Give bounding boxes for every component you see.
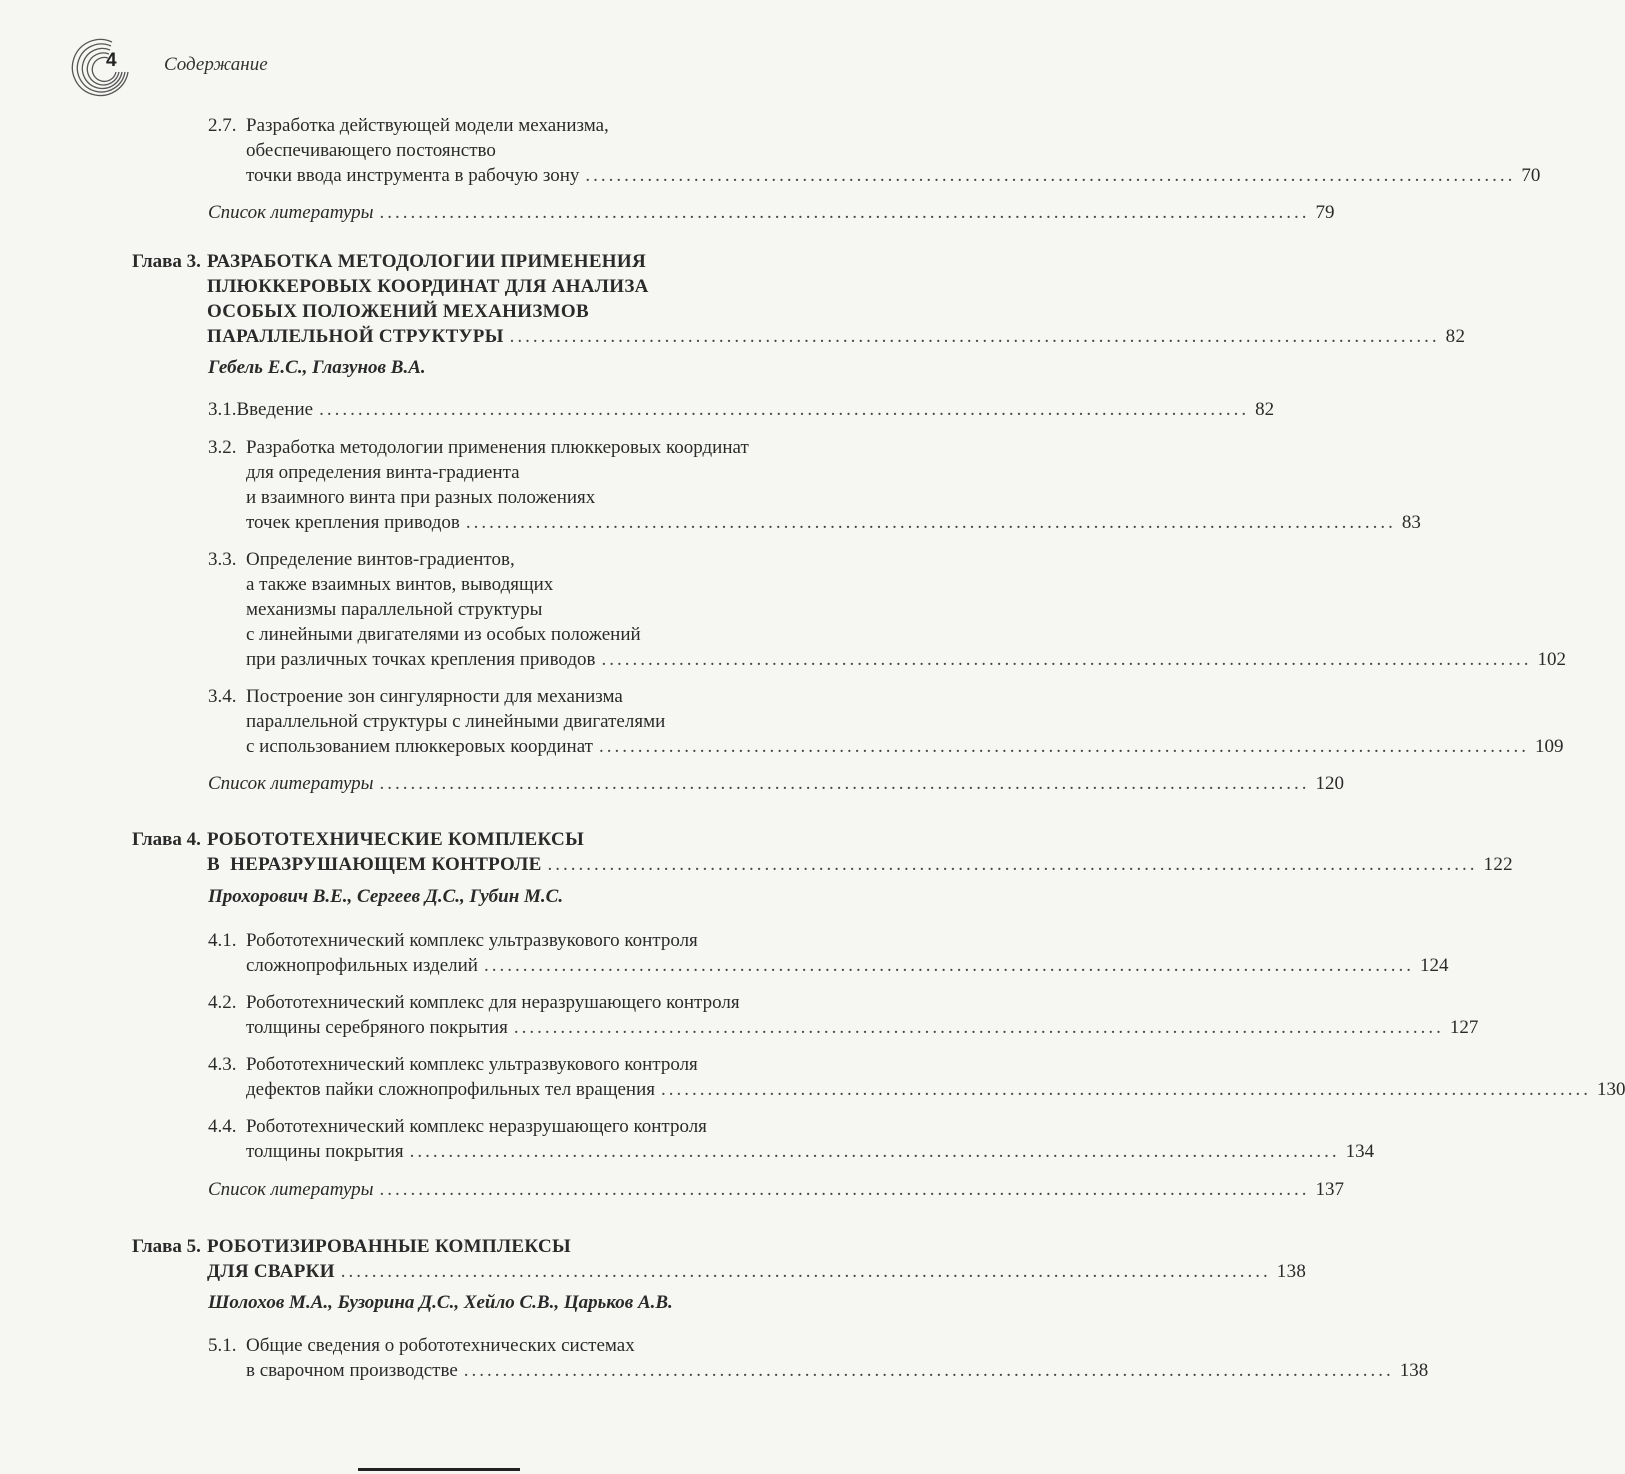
section-title-line: сложнопрофильных изделий — [246, 955, 478, 976]
toc-section-4-1 — [208, 928, 1449, 978]
dot-leader: ........................................................................................................................ — [340, 1261, 1271, 1282]
page-ref: 138 — [1399, 1360, 1429, 1381]
page-ref: 70 — [1521, 165, 1541, 186]
toc-section-2-7 — [208, 113, 1541, 188]
chapter-title-line: ОСОБЫХ ПОЛОЖЕНИЙ МЕХАНИЗМОВ — [207, 301, 589, 322]
running-head: Содержание — [164, 54, 268, 75]
dot-leader: ........................................................................................................................ — [483, 955, 1414, 976]
page-ref: 79 — [1315, 202, 1335, 223]
page-number: 4 — [106, 50, 117, 71]
dot-leader: ........................................................................................................................ — [660, 1079, 1591, 1100]
dot-leader: ........................................................................................................................ — [409, 1141, 1340, 1162]
dot-leader: ........................................................................................................................ — [509, 326, 1440, 347]
section-title-line: Разработка действующей модели механизма, — [246, 115, 609, 136]
section-number: 2.7. — [208, 115, 237, 136]
page-ref: 138 — [1276, 1261, 1307, 1282]
dot-leader: ........................................................................................................................ — [585, 165, 1516, 186]
page-ref: 102 — [1537, 649, 1566, 670]
toc-references-ch3 — [208, 771, 1345, 796]
section-title-line: для определения винта-градиента — [246, 462, 520, 483]
section-title-line: параллельной структуры с линейными двигателями — [246, 711, 666, 732]
section-title-line: Введение — [236, 399, 314, 420]
dot-leader: ........................................................................................................................ — [463, 1360, 1394, 1381]
section-title-line: в сварочном производстве — [246, 1360, 458, 1381]
chapter-5-authors: Шолохов М.А., Бузорина Д.С., Хейло С.В., Царьков А.В. — [208, 1292, 673, 1313]
section-title-line: а также взаимных винтов, выводящих — [246, 574, 554, 595]
dot-leader: ........................................................................................................................ — [319, 399, 1250, 420]
section-title-line: Определение винтов-градиентов, — [246, 549, 515, 570]
section-number: 3.2. — [208, 437, 237, 458]
section-title-line: и взаимного винта при разных положениях — [246, 487, 596, 508]
dot-leader: ........................................................................................................................ — [379, 202, 1310, 223]
dot-leader: ........................................................................................................................ — [379, 1179, 1310, 1200]
section-number: 3.1. — [208, 399, 237, 420]
chapter-title — [207, 827, 1513, 877]
section-title-line: толщины покрытия — [246, 1141, 404, 1162]
references-label: Список литературы — [208, 1179, 374, 1200]
section-title-line: Робототехнический комплекс неразрушающего контроля — [246, 1116, 707, 1137]
page-ref: 137 — [1315, 1179, 1345, 1200]
toc-section-3-4 — [208, 684, 1564, 759]
page-ref: 82 — [1255, 399, 1275, 420]
chapter-title-line: ДЛЯ СВАРКИ — [207, 1261, 335, 1282]
page-header — [68, 36, 468, 100]
dot-leader: ........................................................................................................................ — [547, 854, 1478, 875]
page-ref: 124 — [1419, 955, 1449, 976]
section-title-line: обеспечивающего постоянство — [246, 140, 496, 161]
chapter-label: Глава 5. — [132, 1236, 201, 1257]
page-ref: 127 — [1449, 1017, 1479, 1038]
dot-leader: ........................................................................................................................ — [601, 649, 1532, 670]
chapter-title-line: В НЕРАЗРУШАЮЩЕМ КОНТРОЛЕ — [207, 854, 542, 875]
references-label: Список литературы — [208, 202, 374, 223]
section-title-line: толщины серебряного покрытия — [246, 1017, 508, 1038]
toc-section-4-4 — [208, 1114, 1375, 1164]
section-number: 4.1. — [208, 930, 237, 951]
chapter-4-authors: Прохорович В.Е., Сергеев Д.С., Губин М.С. — [208, 886, 564, 907]
chapter-title — [207, 1234, 1307, 1284]
page-ref: 82 — [1445, 326, 1466, 347]
page-ref: 134 — [1345, 1141, 1375, 1162]
chapter-title-line: РАЗРАБОТКА МЕТОДОЛОГИИ ПРИМЕНЕНИЯ — [207, 251, 646, 272]
section-number: 4.2. — [208, 992, 237, 1013]
section-title-line: Построение зон сингулярности для механизма — [246, 686, 623, 707]
section-title-line: с использованием плюккеровых координат — [246, 736, 593, 757]
section-number: 5.1. — [208, 1335, 237, 1356]
dot-leader: ........................................................................................................................ — [465, 512, 1396, 533]
page-ref: 109 — [1534, 736, 1564, 757]
section-number: 4.4. — [208, 1116, 237, 1137]
toc-references-ch2 — [208, 200, 1335, 225]
page-ref: 83 — [1401, 512, 1421, 533]
chapter-title-line: ПАРАЛЛЕЛЬНОЙ СТРУКТУРЫ — [207, 326, 504, 347]
chapter-label: Глава 3. — [132, 251, 201, 272]
section-title-line: Разработка методологии применения плюккеровых координат — [246, 437, 749, 458]
section-number: 3.4. — [208, 686, 237, 707]
toc-section-3-3 — [208, 547, 1566, 672]
toc-section-3-1 — [208, 397, 1275, 422]
chapter-title-line: ПЛЮККЕРОВЫХ КООРДИНАТ ДЛЯ АНАЛИЗА — [207, 276, 649, 297]
chapter-label: Глава 4. — [132, 829, 201, 850]
toc-section-5-1 — [208, 1333, 1429, 1383]
toc-references-ch4 — [208, 1177, 1345, 1202]
section-title-line: Робототехнический комплекс ультразвукового контроля — [246, 930, 698, 951]
section-title-line: при различных точках крепления приводов — [246, 649, 596, 670]
chapter-title-line: РОБОТОТЕХНИЧЕСКИЕ КОМПЛЕКСЫ — [207, 829, 585, 850]
section-title-line: Робототехнический комплекс ультразвукового контроля — [246, 1054, 698, 1075]
chapter-title-line: РОБОТИЗИРОВАННЫЕ КОМПЛЕКСЫ — [207, 1236, 571, 1257]
section-number: 4.3. — [208, 1054, 237, 1075]
page-bottom-rule — [358, 1468, 520, 1471]
chapter-title — [207, 249, 1466, 349]
section-title-line: Робототехнический комплекс для неразрушающего контроля — [246, 992, 740, 1013]
toc-section-4-3 — [208, 1052, 1625, 1102]
section-number: 3.3. — [208, 549, 237, 570]
dot-leader: ........................................................................................................................ — [513, 1017, 1444, 1038]
section-title-line: точки ввода инструмента в рабочую зону — [246, 165, 580, 186]
spiral-logo-icon — [68, 36, 132, 100]
section-title-line: с линейными двигателями из особых положений — [246, 624, 641, 645]
toc-section-4-2 — [208, 990, 1479, 1040]
dot-leader: ........................................................................................................................ — [379, 773, 1310, 794]
dot-leader: ........................................................................................................................ — [598, 736, 1529, 757]
section-title-line: дефектов пайки сложнопрофильных тел вращения — [246, 1079, 655, 1100]
section-title-line: Общие сведения о робототехнических системах — [246, 1335, 635, 1356]
section-title-line: точек крепления приводов — [246, 512, 460, 533]
page-ref: 130 — [1596, 1079, 1625, 1100]
page-ref: 120 — [1315, 773, 1345, 794]
chapter-3-authors: Гебель Е.С., Глазунов В.А. — [208, 357, 426, 378]
references-label: Список литературы — [208, 773, 374, 794]
section-title-line: механизмы параллельной структуры — [246, 599, 543, 620]
page-ref: 122 — [1483, 854, 1513, 875]
toc-section-3-2 — [208, 435, 1421, 535]
